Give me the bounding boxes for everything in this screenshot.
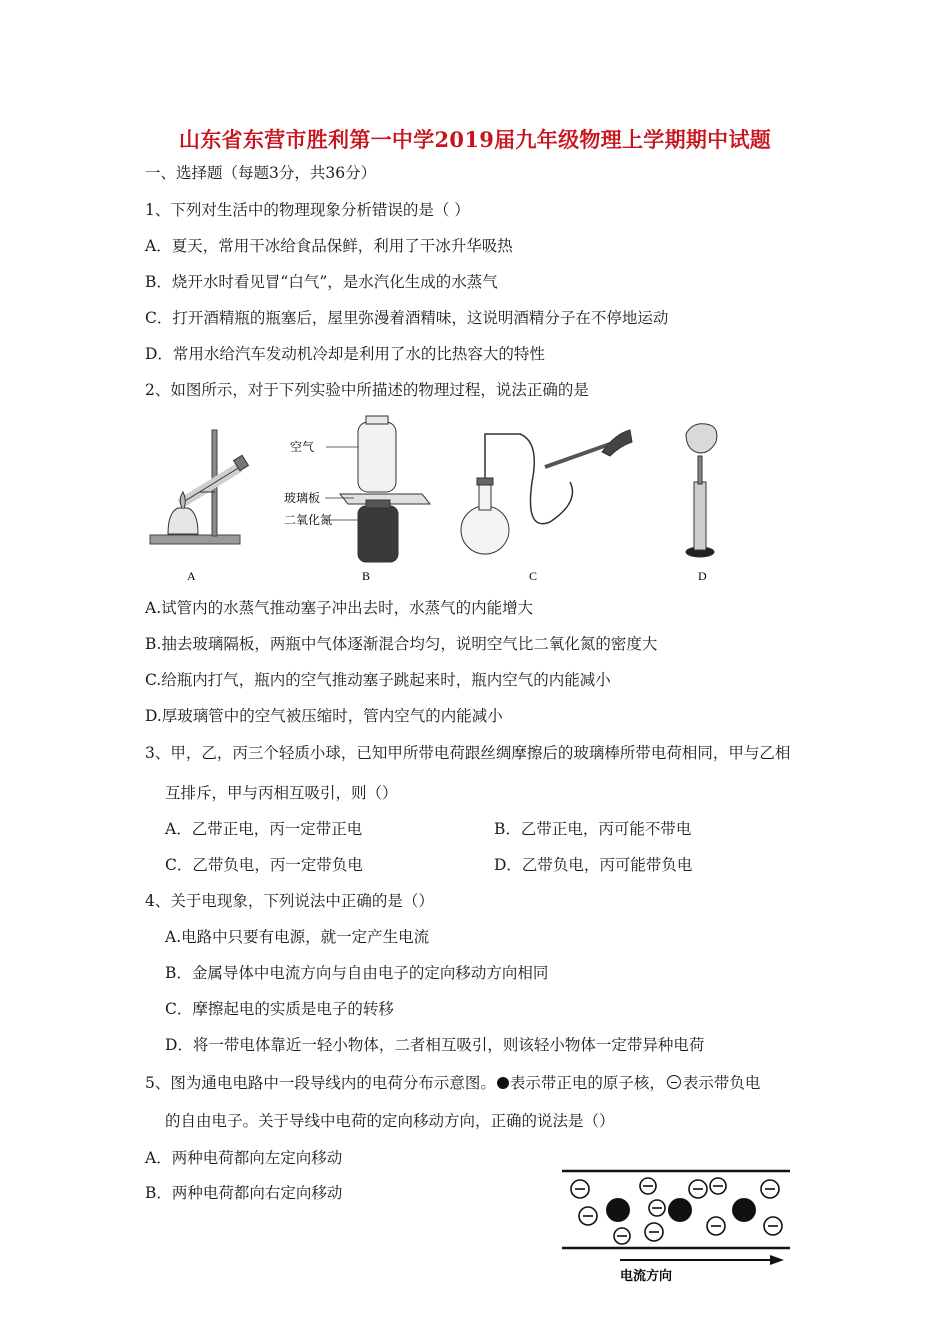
nucleus-dots bbox=[606, 1198, 756, 1222]
label-glass-plate: 玻璃板 bbox=[284, 491, 321, 505]
q4-option-d: D．将一带电体靠近一轻小物体，二者相互吸引，则该轻小物体一定带异种电荷 bbox=[165, 1036, 705, 1054]
q1-option-d: D．常用水给汽车发动机冷却是利用了水的比热容大的特性 bbox=[145, 345, 545, 363]
section-heading: 一、选择题（每题3分，共36分） bbox=[145, 164, 377, 182]
q3-option-b: B．乙带正电，丙可能不带电 bbox=[494, 820, 692, 838]
q5-stem-line2: 的自由电子。关于导线中电荷的定向移动方向，正确的说法是（） bbox=[165, 1112, 615, 1130]
q5-stem-part3: 表示带负电 bbox=[682, 1074, 761, 1092]
label-nitrogen-dioxide: 二氧化氮 bbox=[284, 513, 333, 527]
q5-stem-part2: 表示带正电的原子核， bbox=[509, 1074, 665, 1092]
q5-option-b: B．两种电荷都向右定向移动 bbox=[145, 1184, 343, 1202]
page-title: 山东省东营市胜利第一中学2019届九年级物理上学期期中试题 bbox=[178, 127, 772, 152]
figure-c-flask-pump bbox=[461, 430, 632, 554]
figure-b-gas-bottles bbox=[325, 416, 430, 562]
q3-option-d: D．乙带负电，丙可能带负电 bbox=[494, 856, 693, 874]
label-air: 空气 bbox=[290, 440, 315, 454]
q2-option-b: B.抽去玻璃隔板，两瓶中气体逐渐混合均匀，说明空气比二氧化氮的密度大 bbox=[145, 635, 658, 653]
q5-stem-line1 bbox=[145, 1073, 760, 1093]
q2-option-d: D.厚玻璃管中的空气被压缩时，管内空气的内能减小 bbox=[145, 707, 503, 725]
q2-option-a: A.试管内的水蒸气推动塞子冲出去时，水蒸气的内能增大 bbox=[145, 599, 534, 617]
current-direction-label: 电流方向 bbox=[620, 1268, 673, 1283]
figure-d-compression-tube bbox=[686, 424, 717, 557]
q5-figure-wire bbox=[558, 1164, 798, 1288]
q3-option-c: C．乙带负电，丙一定带负电 bbox=[165, 856, 363, 874]
figure-label-d: D bbox=[698, 569, 707, 583]
q1-option-c: C．打开酒精瓶的瓶塞后，屋里弥漫着酒精味，这说明酒精分子在不停地运动 bbox=[145, 309, 669, 327]
q2-option-c: C.给瓶内打气，瓶内的空气推动塞子跳起来时，瓶内空气的内能减小 bbox=[145, 671, 611, 689]
figure-label-c: C bbox=[529, 569, 538, 583]
q1-stem: 1、下列对生活中的物理现象分析错误的是（ ） bbox=[145, 201, 470, 219]
q4-option-b: B．金属导体中电流方向与自由电子的定向移动方向相同 bbox=[165, 964, 549, 982]
figure-label-b: B bbox=[362, 569, 371, 583]
nucleus-dot-icon bbox=[497, 1077, 509, 1089]
q4-stem: 4、关于电现象，下列说法中正确的是（） bbox=[145, 892, 434, 910]
q5-stem-part1: 5、图为通电电路中一段导线内的电荷分布示意图。 bbox=[145, 1074, 496, 1092]
figure-a-test-tube-apparatus bbox=[150, 430, 248, 544]
figure-label-a: A bbox=[187, 569, 196, 583]
q1-option-a: A．夏天，常用干冰给食品保鲜，利用了干冰升华吸热 bbox=[145, 237, 513, 255]
q3-stem-line2: 互排斥，甲与丙相互吸引，则（） bbox=[165, 784, 398, 802]
q2-stem: 2、如图所示，对于下列实验中所描述的物理过程，说法正确的是 bbox=[145, 381, 589, 399]
current-direction-arrow bbox=[620, 1255, 784, 1265]
q4-option-a: A.电路中只要有电源，就一定产生电流 bbox=[165, 928, 430, 946]
q4-option-c: C．摩擦起电的实质是电子的转移 bbox=[165, 1000, 394, 1018]
electron-minus-icon bbox=[667, 1075, 681, 1089]
q3-stem-line1: 3、甲，乙，丙三个轻质小球，已知甲所带电荷跟丝绸摩擦后的玻璃棒所带电荷相同，甲与乙相 bbox=[145, 744, 791, 762]
q1-option-b: B．烧开水时看见冒“白气”，是水汽化生成的水蒸气 bbox=[145, 273, 498, 291]
q3-option-a: A．乙带正电，丙一定带正电 bbox=[165, 820, 363, 838]
q5-option-a: A．两种电荷都向左定向移动 bbox=[145, 1149, 343, 1167]
q2-figure bbox=[140, 412, 740, 590]
